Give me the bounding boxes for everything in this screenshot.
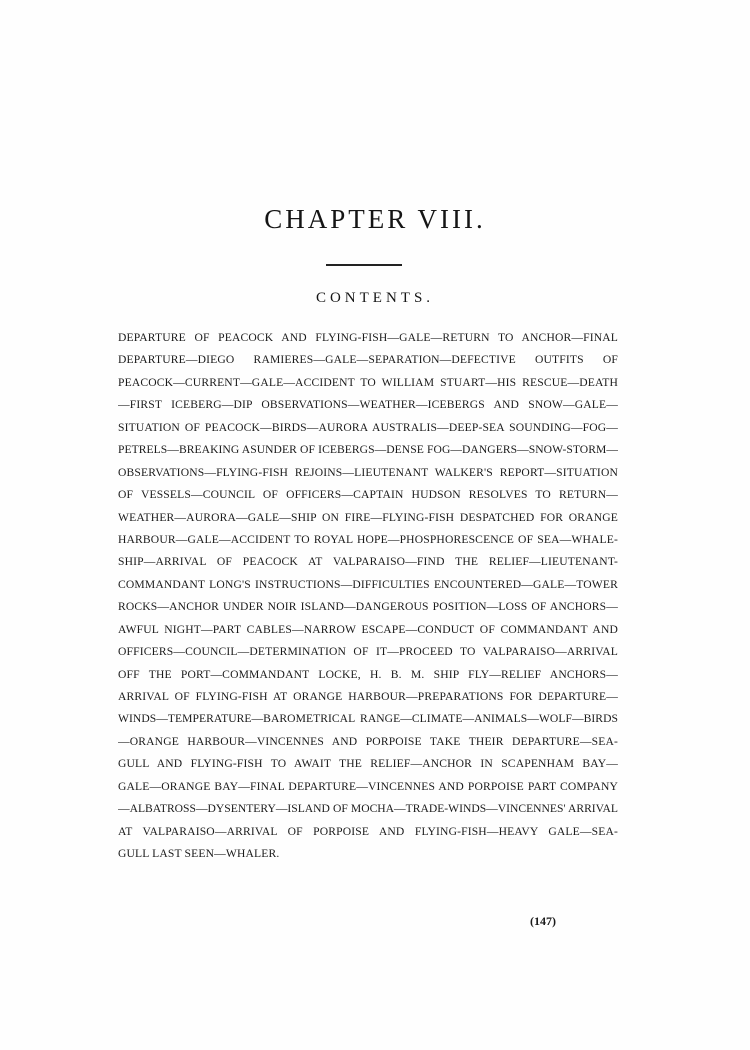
summary-line: GALE—ORANGE BAY—FINAL DEPARTURE—VINCENNES AND PORPOISE PART COMPANY: [118, 779, 618, 793]
summary-line: PEACOCK—CURRENT—GALE—ACCIDENT TO WILLIAM STUART—HIS RESCUE—DEATH: [118, 375, 618, 389]
chapter-title: CHAPTER VIII.: [264, 204, 486, 234]
contents-heading: CONTENTS.: [315, 290, 435, 306]
summary-line: —ORANGE HARBOUR—VINCENNES AND PORPOISE TAKE THEIR DEPARTURE—SEA-: [118, 734, 618, 748]
chapter-summary: [118, 327, 618, 866]
summary-line: SITUATION OF PEACOCK—BIRDS—AURORA AUSTRALIS—DEEP-SEA SOUNDING—FOG—: [118, 420, 618, 434]
summary-line: GULL AND FLYING-FISH TO AWAIT THE RELIEF—ANCHOR IN SCAPENHAM BAY—: [118, 757, 618, 771]
summary-line: DEPARTURE—DIEGO RAMIERES—GALE—SEPARATION—DEFECTIVE OUTFITS OF: [118, 353, 618, 367]
title-rule: [326, 264, 402, 266]
summary-line: ARRIVAL OF FLYING-FISH AT ORANGE HARBOUR—PREPARATIONS FOR DEPARTURE—: [118, 690, 618, 703]
summary-line: COMMANDANT LONG'S INSTRUCTIONS—DIFFICULTIES ENCOUNTERED—GALE—TOWER: [118, 577, 618, 591]
summary-line: AT VALPARAISO—ARRIVAL OF PORPOISE AND FLYING-FISH—HEAVY GALE—SEA-: [118, 824, 618, 838]
summary-line: SHIP—ARRIVAL OF PEACOCK AT VALPARAISO—FIND THE RELIEF—LIEUTENANT-: [118, 555, 618, 569]
summary-line: WEATHER—AURORA—GALE—SHIP ON FIRE—FLYING-FISH DESPATCHED FOR ORANGE: [118, 510, 618, 524]
summary-line: WINDS—TEMPERATURE—BAROMETRICAL RANGE—CLIMATE—ANIMALS—WOLF—BIRDS: [118, 712, 618, 726]
summary-line: OFFICERS—COUNCIL—DETERMINATION OF IT—PROCEED TO VALPARAISO—ARRIVAL: [118, 645, 618, 659]
page-number: (147): [530, 914, 556, 928]
summary-line: OFF THE PORT—COMMANDANT LOCKE, H. B. M. SHIP FLY—RELIEF ANCHORS—: [118, 667, 618, 681]
summary-line: PETRELS—BREAKING ASUNDER OF ICEBERGS—DENSE FOG—DANGERS—SNOW-STORM—: [118, 443, 618, 457]
summary-line: DEPARTURE OF PEACOCK AND FLYING-FISH—GALE—RETURN TO ANCHOR—FINAL: [118, 331, 618, 344]
summary-line: OBSERVATIONS—FLYING-FISH REJOINS—LIEUTENANT WALKER'S REPORT—SITUATION: [118, 465, 618, 479]
summary-line: AWFUL NIGHT—PART CABLES—NARROW ESCAPE—CONDUCT OF COMMANDANT AND: [118, 622, 618, 636]
summary-line: HARBOUR—GALE—ACCIDENT TO ROYAL HOPE—PHOSPHORESCENCE OF SEA—WHALE-: [118, 532, 618, 546]
summary-line: —FIRST ICEBERG—DIP OBSERVATIONS—WEATHER—ICEBERGS AND SNOW—GALE—: [118, 398, 618, 412]
summary-line: GULL LAST SEEN—WHALER.: [118, 847, 280, 861]
summary-line: OF VESSELS—COUNCIL OF OFFICERS—CAPTAIN HUDSON RESOLVES TO RETURN—: [118, 488, 618, 502]
summary-line: —ALBATROSS—DYSENTERY—ISLAND OF MOCHA—TRADE-WINDS—VINCENNES' ARRIVAL: [118, 802, 618, 816]
summary-line: ROCKS—ANCHOR UNDER NOIR ISLAND—DANGEROUS POSITION—LOSS OF ANCHORS—: [118, 600, 618, 614]
